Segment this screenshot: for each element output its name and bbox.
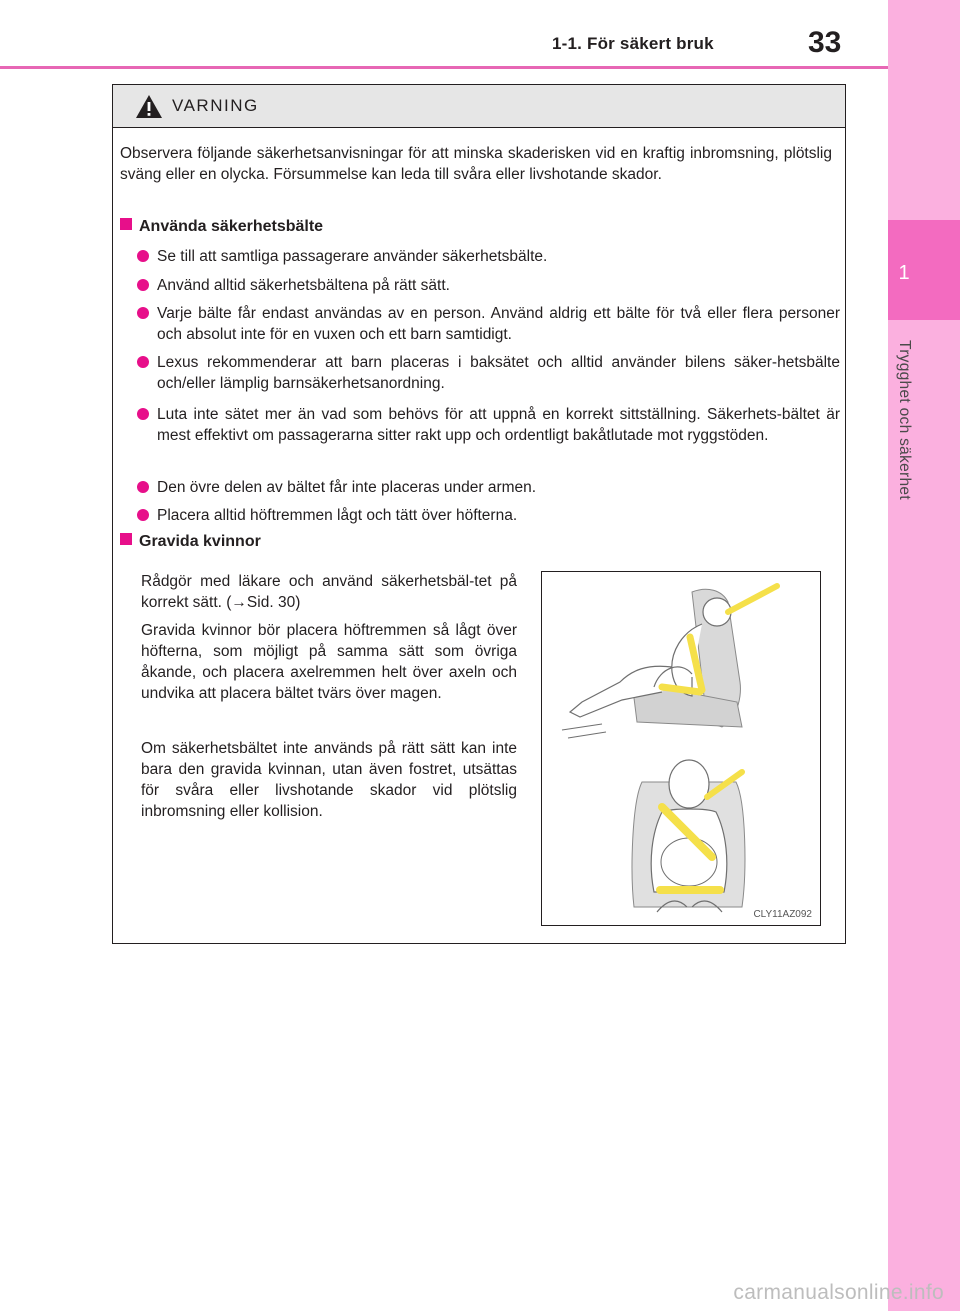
bullet-item: Den övre delen av bältet får inte placeras under armen. xyxy=(134,477,840,498)
bullet-item: Lexus rekommenderar att barn placeras i baksätet och alltid använder bilens säker-hetsbälte och/eller lämplig barnsäkerhetsanordning. xyxy=(134,352,840,394)
bullet-item: Se till att samtliga passagerare använder säkerhetsbälte. xyxy=(134,246,840,267)
header-rule xyxy=(0,66,888,69)
bullet-item: Varje bälte får endast användas av en person. Använd aldrig ett bälte för två eller flera personer och absolut inte för en vuxen och ett barn samtidigt. xyxy=(134,303,840,345)
square-bullet-icon xyxy=(120,533,132,545)
watermark: carmanualsonline.info xyxy=(733,1281,944,1304)
circle-bullet-icon xyxy=(137,509,149,521)
square-bullet-icon xyxy=(120,218,132,230)
pregnant-paragraph: Gravida kvinnor bör placera höftremmen så lågt över höfterna, som möjligt på samma sätt som övriga åkande, och placera axelremmen helt över axeln och undvika att placera bältet tvärs över magen. xyxy=(141,622,517,702)
warning-header xyxy=(113,85,845,128)
pregnant-paragraph: Om säkerhetsbältet inte används på rätt sätt kan inte bara den gravida kvinnan, utan även fostret, utsättas för svåra eller livshotande skador vid plötslig inbromsning eller kollision. xyxy=(141,740,517,820)
pregnant-paragraph: Rådgör med läkare och använd säkerhetsbäl-tet på korrekt sätt. (→Sid. 30) xyxy=(141,573,517,611)
pregnant-woman-seatbelt-drawing xyxy=(542,572,820,925)
figure-code: CLY11AZ092 xyxy=(753,909,812,920)
section-heading-seatbelt: Använda säkerhetsbälte xyxy=(120,218,323,236)
circle-bullet-icon xyxy=(137,307,149,319)
section-title: 1-1. För säkert bruk xyxy=(552,34,714,53)
bullet-item: Använd alltid säkerhetsbältena på rätt sätt. xyxy=(134,275,840,296)
section-heading-pregnant: Gravida kvinnor xyxy=(120,533,261,551)
warning-triangle-icon xyxy=(135,94,163,119)
circle-bullet-icon xyxy=(137,250,149,262)
warning-title: VARNING xyxy=(172,96,259,115)
seatbelt-illustration xyxy=(541,571,821,926)
circle-bullet-icon xyxy=(137,481,149,493)
bullet-item: Placera alltid höftremmen lågt och tätt över höfterna. xyxy=(134,505,840,526)
warning-box xyxy=(112,84,846,944)
circle-bullet-icon xyxy=(137,408,149,420)
page-number: 33 xyxy=(808,26,842,59)
circle-bullet-icon xyxy=(137,279,149,291)
bullet-item: Luta inte sätet mer än vad som behövs för att uppnå en korrekt sittställning. Säkerhets-bältet är mest effektivt om passagerarna sitter rakt upp och ordentligt bakåtlutade mot ryggstöden. xyxy=(134,404,840,446)
side-strip xyxy=(888,0,960,1311)
chapter-title: Trygghet och säkerhet xyxy=(896,340,913,500)
chapter-number: 1 xyxy=(898,262,910,284)
circle-bullet-icon xyxy=(137,356,149,368)
warning-intro: Observera följande säkerhetsanvisningar för att minska skaderisken vid en kraftig inbromsning, plötslig sväng eller en olycka. Försummelse kan leda till svåra eller livshotande skador. xyxy=(120,145,832,183)
